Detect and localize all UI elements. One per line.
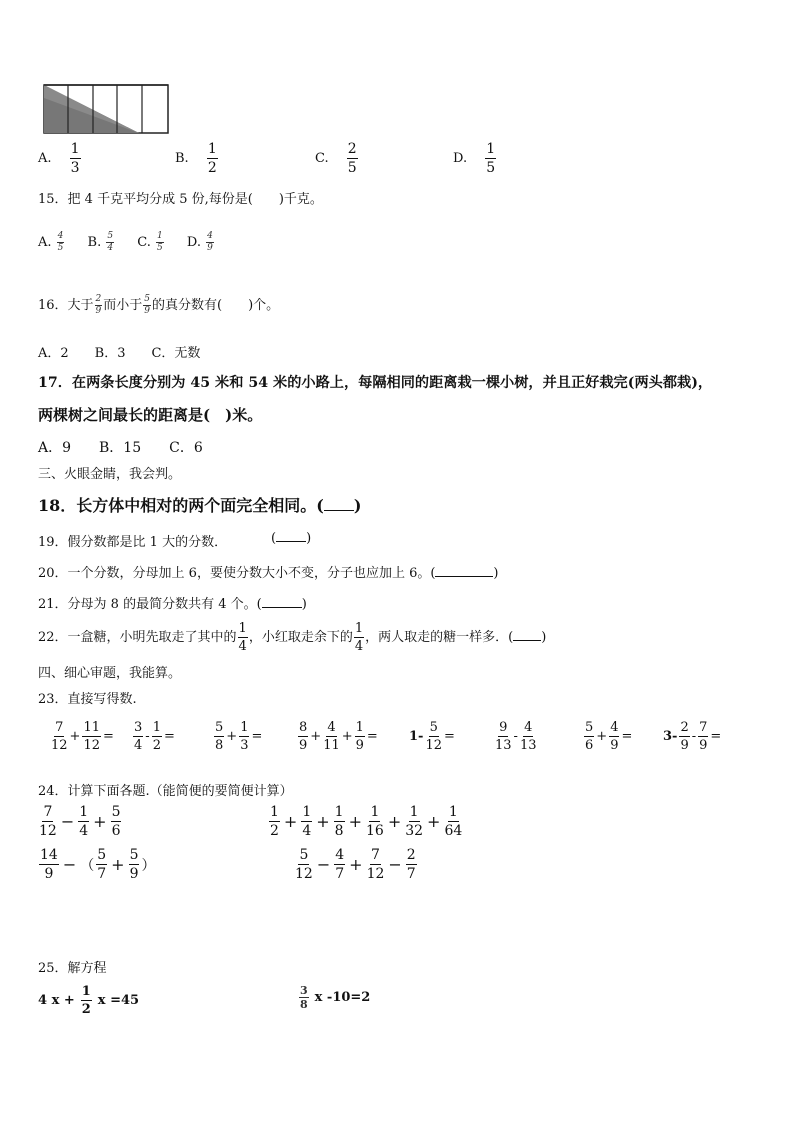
fraction: $\frac{8}{9}$ bbox=[299, 720, 308, 753]
q22-question: 22．一盒糖，小明先取走了其中的 $\frac{1}{4}$ ，小红取走余下的 $\frac{1}{4}$ ，两人取走的糖一样多．( ) bbox=[38, 621, 547, 654]
fraction: $\frac{5}{6}$ bbox=[111, 804, 121, 839]
fraction: $\frac{1}{32}$ bbox=[405, 804, 424, 839]
fraction: $\frac{5}{9}$ bbox=[129, 847, 139, 882]
q24-expression-2[interactable] bbox=[268, 805, 463, 838]
operator: + bbox=[348, 812, 362, 831]
expression-prefix: 1- bbox=[409, 729, 424, 744]
fraction: $\frac{1}{4}$ bbox=[79, 804, 89, 839]
q19-question: 19．假分数都是比 1 大的分数． bbox=[38, 535, 228, 550]
operator: + bbox=[310, 729, 322, 744]
q20-question: 20．一个分数，分母加上 6，要使分数大小不变，分子也应加上 6。( ) bbox=[38, 566, 499, 581]
q15-option-b[interactable]: B. $\frac{5}{4}$ bbox=[87, 231, 114, 253]
q21-question: 21．分母为 8 的最简分数共有 4 个。( ) bbox=[38, 597, 307, 612]
q14-option-b-fraction: $\frac{1}{2}$ bbox=[207, 141, 217, 176]
fraction: $\frac{5}{6}$ bbox=[585, 720, 594, 753]
fraction: $\frac{1}{8}$ bbox=[334, 804, 344, 839]
q23-expression[interactable] bbox=[50, 721, 115, 752]
fraction: $\frac{4}{9}$ bbox=[610, 720, 619, 753]
q17-line-2: 两棵树之间最长的距离是( )米。 bbox=[38, 406, 263, 424]
operator: + bbox=[387, 812, 402, 831]
equals-sign: = bbox=[710, 729, 722, 744]
q25-heading: 25．解方程 bbox=[38, 961, 107, 976]
operator: + bbox=[226, 729, 238, 744]
fraction: $\frac{1}{3}$ bbox=[240, 720, 249, 753]
fraction: $\frac{14}{9}$ bbox=[40, 847, 58, 882]
fraction: $\frac{1}{4}$ bbox=[302, 804, 312, 839]
q22-fraction-2: $\frac{1}{4}$ bbox=[354, 621, 364, 654]
fraction: $\frac{1}{16}$ bbox=[365, 804, 384, 839]
operator: − bbox=[60, 812, 75, 831]
q19-answer-blank[interactable] bbox=[276, 541, 306, 542]
q21-answer-blank[interactable] bbox=[262, 607, 302, 608]
expression-prefix: 3- bbox=[663, 729, 678, 744]
operator: + bbox=[341, 729, 353, 744]
operator: − bbox=[316, 855, 331, 874]
q18-question: 18．长方体中相对的两个面完全相同。( ) bbox=[38, 496, 362, 515]
q23-expression[interactable] bbox=[662, 721, 722, 752]
q23-expression[interactable] bbox=[583, 721, 633, 752]
fraction: $\frac{4}{13}$ bbox=[519, 720, 537, 753]
q19-answer: ( ) bbox=[271, 531, 312, 546]
fraction: $\frac{2}{7}$ bbox=[406, 847, 416, 882]
operator: + bbox=[427, 812, 441, 831]
fraction: $\frac{1}{2}$ bbox=[270, 804, 279, 839]
q15-option-c[interactable]: C. $\frac{1}{5}$ bbox=[137, 231, 163, 253]
fraction: $\frac{3}{4}$ bbox=[134, 720, 143, 753]
q15-option-d[interactable]: D. $\frac{4}{9}$ bbox=[186, 231, 213, 253]
equals-sign: = bbox=[366, 729, 378, 744]
q14-option-c-label: C. bbox=[315, 151, 329, 166]
q23-expression[interactable] bbox=[494, 721, 538, 752]
q16-question: 16．大于 $\frac{2}{9}$ 而小于 $\frac{5}{9}$ 的真分数有( )个。 bbox=[38, 294, 280, 316]
equals-sign: = bbox=[163, 729, 175, 744]
operator: + bbox=[111, 855, 125, 874]
q23-heading: 23．直接写得数. bbox=[38, 692, 137, 707]
fraction: $\frac{5}{7}$ bbox=[97, 847, 107, 882]
q24-expression-3[interactable] bbox=[38, 848, 156, 881]
q22-answer-blank[interactable] bbox=[513, 640, 541, 641]
q23-expression[interactable] bbox=[213, 721, 263, 752]
operator: + bbox=[93, 812, 107, 831]
fraction: $\frac{2}{9}$ bbox=[680, 720, 689, 753]
q14-option-d-fraction: $\frac{1}{5}$ bbox=[486, 141, 496, 176]
operator: + bbox=[283, 812, 298, 831]
q14-option-d-label: D. bbox=[453, 151, 468, 166]
section-3-heading: 三、火眼金睛，我会判。 bbox=[38, 467, 182, 482]
q16-fraction-1: $\frac{2}{9}$ bbox=[95, 294, 102, 316]
operator: - bbox=[691, 729, 697, 744]
q20-answer-blank[interactable] bbox=[435, 576, 493, 577]
equals-sign: = bbox=[103, 729, 114, 744]
q14-option-a-fraction: $\frac{1}{3}$ bbox=[70, 141, 80, 176]
q23-expression[interactable] bbox=[297, 721, 379, 752]
q14-option-c[interactable] bbox=[315, 142, 359, 175]
q15-question: 15．把 4 千克平均分成 5 份,每份是( )千克。 bbox=[38, 192, 323, 207]
q16-options[interactable]: A．2 B．3 C．无数 bbox=[38, 346, 201, 361]
operator: − bbox=[388, 855, 402, 874]
operator: + bbox=[349, 855, 363, 874]
q14-option-b[interactable] bbox=[175, 142, 219, 175]
fraction: $\frac{5}{12}$ bbox=[425, 720, 442, 753]
q25-equation-1[interactable]: 4 x + $\frac{1}{2}$ x =45 bbox=[38, 984, 140, 1017]
q14-option-a-label: A. bbox=[38, 151, 52, 166]
fraction: $\frac{4}{7}$ bbox=[335, 847, 345, 882]
q15-option-a[interactable]: A. $\frac{4}{5}$ bbox=[38, 231, 64, 253]
fraction: $\frac{1}{9}$ bbox=[355, 720, 364, 753]
q14-option-d[interactable] bbox=[453, 142, 497, 175]
q17-line-1: 17．在两条长度分别为 45 米和 54 米的小路上，每隔相同的距离栽一棵小树，并且正好栽完(两头都栽)， bbox=[38, 375, 713, 391]
q16-fraction-2: $\frac{5}{9}$ bbox=[144, 294, 151, 316]
q14-option-b-label: B. bbox=[175, 151, 189, 166]
operator: + bbox=[69, 729, 81, 744]
fraction: $\frac{4}{11}$ bbox=[323, 720, 340, 753]
operator: − bbox=[62, 855, 77, 874]
fraction: $\frac{7}{12}$ bbox=[366, 847, 385, 882]
q25-equation-2[interactable]: $\frac{3}{8}$ x -10=2 bbox=[300, 984, 371, 1011]
section-4-heading: 四、细心审题，我能算。 bbox=[38, 666, 182, 681]
fraction: $\frac{1}{64}$ bbox=[444, 804, 463, 839]
shaded-rectangle-figure bbox=[43, 84, 169, 134]
q23-expression[interactable] bbox=[408, 721, 456, 752]
q24-expression-4[interactable] bbox=[294, 848, 418, 881]
fraction: $\frac{5}{12}$ bbox=[295, 847, 313, 882]
equals-sign: = bbox=[251, 729, 263, 744]
operator: - bbox=[145, 729, 150, 744]
q15-options bbox=[38, 232, 215, 253]
fraction: $\frac{1}{2}$ bbox=[152, 720, 161, 753]
q14-option-c-fraction: $\frac{2}{5}$ bbox=[347, 141, 357, 176]
open-paren: （ bbox=[80, 857, 95, 874]
q17-options[interactable]: A．9 B．15 C．6 bbox=[38, 440, 203, 456]
fraction: $\frac{7}{12}$ bbox=[51, 720, 68, 753]
q14-option-a[interactable] bbox=[38, 142, 82, 175]
close-paren: ） bbox=[141, 857, 156, 874]
fraction: $\frac{11}{12}$ bbox=[83, 720, 100, 753]
q24-heading: 24．计算下面各题.（能简便的要简便计算） bbox=[38, 784, 293, 799]
fraction: $\frac{9}{13}$ bbox=[495, 720, 512, 753]
q22-fraction-1: $\frac{1}{4}$ bbox=[238, 621, 247, 654]
fraction: $\frac{7}{12}$ bbox=[39, 804, 57, 839]
equals-sign: = bbox=[444, 729, 455, 744]
equals-sign: = bbox=[621, 729, 633, 744]
operator: - bbox=[513, 729, 518, 744]
q24-expression-1[interactable] bbox=[38, 805, 122, 838]
fraction: $\frac{7}{9}$ bbox=[699, 720, 708, 753]
q18-answer-blank[interactable] bbox=[324, 510, 354, 511]
operator: + bbox=[316, 812, 330, 831]
operator: + bbox=[596, 729, 608, 744]
fraction: $\frac{5}{8}$ bbox=[215, 720, 224, 753]
q23-expression[interactable] bbox=[132, 721, 176, 752]
